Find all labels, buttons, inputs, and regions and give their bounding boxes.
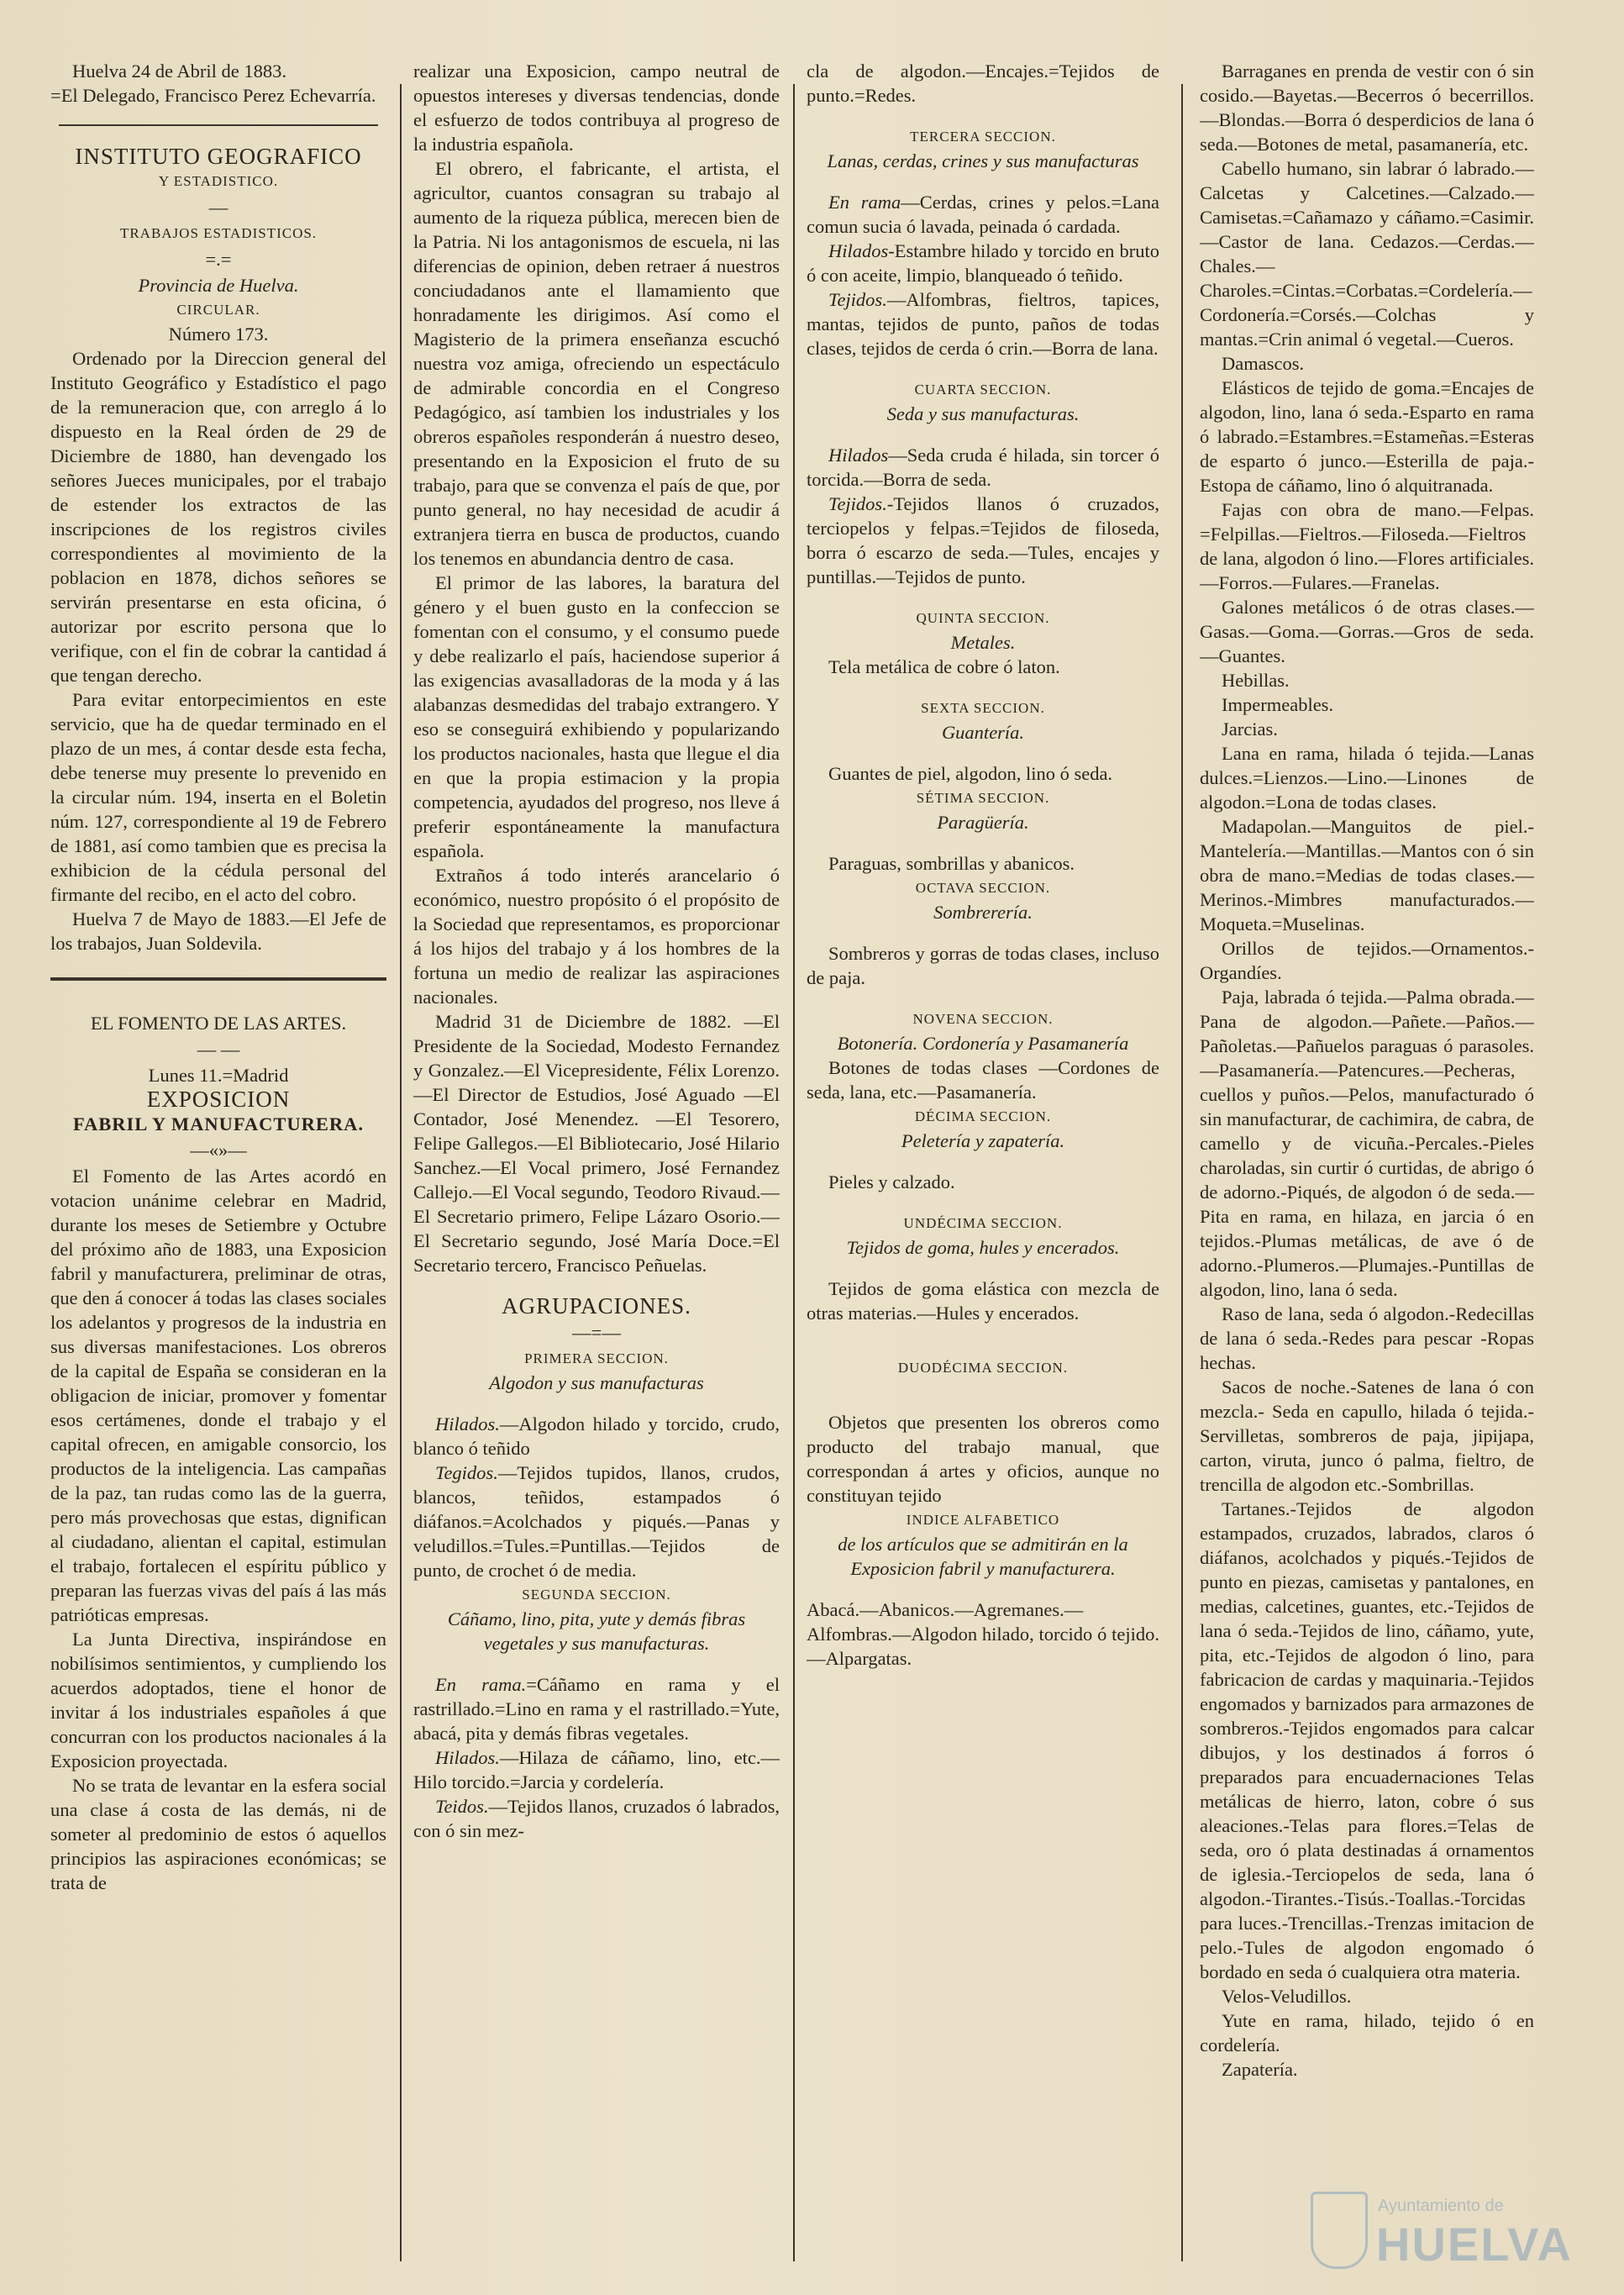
- spacer: [807, 1153, 1159, 1170]
- ornament: =.=: [205, 249, 232, 270]
- index-entry: Impermeables.: [1222, 694, 1334, 715]
- paragraph: cla de algodon.—Encajes.=Tejidos de punto.=Redes.: [807, 61, 1159, 106]
- circular-label: CIRCULAR.: [176, 302, 260, 318]
- section-subtitle: Peletería y zapatería.: [901, 1130, 1065, 1151]
- column-2: [413, 59, 780, 2287]
- item-term: Tejidos.: [828, 289, 887, 310]
- section-subtitle: Sombrerería.: [933, 902, 1033, 923]
- paragraph: No se trata de levantar en la esfera social una clase á costa de las demás, ni de someter al predominio de estos ó aquellos principios las aspiraciones económicas; se trata de: [50, 1775, 386, 1893]
- section-subtitle: Paragüería.: [937, 812, 1029, 833]
- section-title: DUODÉCIMA SECCION.: [897, 1360, 1069, 1376]
- section-title: NOVENA SECCION.: [912, 1011, 1054, 1027]
- list-item: [807, 443, 1159, 492]
- index-entry: Zapatería.: [1222, 2059, 1298, 2080]
- list-item: [807, 287, 1159, 361]
- index-entry: Sacos de noche.-Satenes de lana ó con mezcla.- Seda en capullo, hilada ó tejida.-Servilletas, sombreros de paja, jipijapa, carton, viruta, junco ó palma, fieltro, de trencilla de algodon etc.-Sombrillas.: [1200, 1376, 1534, 1495]
- spacer: [807, 1380, 1159, 1410]
- section-title: UNDÉCIMA SECCION.: [903, 1215, 1063, 1231]
- paragraph: El Fomento de las Artes acordó en votacion unánime celebrar en Madrid, durante los meses de Setiembre y Octubre del próximo año de 1883, una Exposicion fabril y manufacturera, preliminar de otras, que den á conocer á todas las clases sociales los adelantos y progresos de la industria en sus diversas manifestaciones. Los obreros de la capital de España se consideran en la obligacion de iniciar, promover y fomentar esos certámenes, donde el trabajo y el capital ofrecen, en amigable consorcio, los productos de la inteligencia. Las campañas de la paz, tan rudas como las de la guerra, pero más provechosas que estas, dignifican al ciudadano, alientan el capital, estimulan el trabajo, fortalecen el espíritu público y preparan las fuerzas vivas del país á las más patrióticas empresas.: [50, 1166, 386, 1625]
- section-subtitle: Seda y sus manufacturas.: [886, 403, 1080, 424]
- section-title: PRIMERA SECCION.: [524, 1350, 669, 1366]
- watermark-line2: HUELVA: [1376, 2218, 1573, 2271]
- item-text: —Seda cruda é hilada, sin torcer ó torcida.—Borra de seda.: [807, 445, 1159, 490]
- exposition-title: EXPOSICION: [146, 1087, 291, 1112]
- section-heading: TRABAJOS ESTADISTICOS.: [119, 225, 318, 241]
- ornament: —=—: [572, 1322, 621, 1343]
- index-entry: Lana en rama, hilada ó tejida.—Lanas dulces.=Lienzos.—Lino.—Linones de algodon.=Lona de todas clases.: [1200, 743, 1534, 813]
- spacer: [807, 173, 1159, 190]
- spacer: [413, 1395, 780, 1412]
- item-term: En rama: [828, 192, 901, 213]
- index-entry: Hebillas.: [1222, 670, 1290, 691]
- section-subtitle: Lanas, cerdas, crines y sus manufacturas: [827, 150, 1139, 171]
- paragraph: La Junta Directiva, inspirándose en nobilísimos sentimientos, y cumpliendo los acuerdos adoptados, tiene el honor de invitar á los industriales españoles á que concurran con los productos nacionales á la Exposicion proyectada.: [50, 1629, 386, 1771]
- crest-icon: [1311, 2192, 1368, 2269]
- paragraph: Sombreros y gorras de todas clases, incluso de paja.: [807, 943, 1159, 988]
- section-title: SEXTA SECCION.: [921, 700, 1045, 716]
- paragraph: Tejidos de goma elástica con mezcla de otras materias.—Hules y encerados.: [807, 1278, 1159, 1324]
- list-item: [807, 239, 1159, 287]
- spacer: [807, 426, 1159, 443]
- spacer: [807, 924, 1159, 941]
- spacer: [807, 745, 1159, 761]
- section-subtitle: Metales.: [950, 632, 1016, 653]
- list-item: [413, 1412, 780, 1461]
- list-item: [807, 190, 1159, 239]
- paragraph: Extraños á todo interés arancelario ó económico, nuestro propósito ó el propósito de la Sociedad que representamos, es proporcionar á los hijos del trabajo y á los hombres de la fortuna un medio de realizar las aspiraciones nacionales.: [413, 865, 780, 1008]
- spacer: [807, 108, 1159, 124]
- ornament: —: [208, 197, 229, 218]
- section-subtitle: Algodon y sus manufacturas: [489, 1372, 704, 1393]
- section-title: SEGUNDA SECCION.: [522, 1587, 671, 1603]
- index-entry: Barraganes en prenda de vestir con ó sin cosido.—Bayetas.—Becerros ó becerrillos.—Blondas.—Borra ó desperdicios de lana ó seda.—Botones de metal, pasamanería, etc.: [1200, 61, 1534, 155]
- section-title: QUINTA SECCION.: [916, 610, 1050, 626]
- section-subtitle: Guantería.: [941, 722, 1025, 743]
- item-term: Tegidos.: [435, 1462, 498, 1483]
- paragraph: Objetos que presenten los obreros como producto del trabajo manual, que correspondan á artes y oficios, aunque no constituyan tejido: [807, 1412, 1159, 1506]
- index-entry: Fajas con obra de mano.—Felpas. =Felpillas.—Fieltros.—Filoseda.—Fieltros de lana, algodon ó lino.—Flores artificiales.—Forros.—Fulares.—Franelas.: [1200, 499, 1534, 593]
- index-entry: Raso de lana, seda ó algodon.-Redecillas de lana ó seda.-Redes para pescar -Ropas hechas.: [1200, 1303, 1534, 1373]
- index-title: INDICE ALFABETICO: [906, 1512, 1060, 1528]
- circular-number: Número 173.: [168, 324, 269, 345]
- index-entry: Madapolan.—Manguitos de piel.-Mantelería.—Mantillas.—Mantos con ó sin obra de mano.=Medias de todas clases.—Merinos.-Mimbres manufacturados.—Moqueta.=Muselinas.: [1200, 816, 1534, 934]
- spacer: [807, 1260, 1159, 1276]
- province-heading: Provincia de Huelva.: [138, 275, 299, 296]
- paragraph: Madrid 31 de Diciembre de 1882. —El Presidente de la Sociedad, Modesto Fernandez y Gonzalez.—El Vicepresidente, Félix Lorenzo.—El Director de Estudios, José Aguado —El Contador, José Menendez. —El Tesorero, Felipe Gallegos.—El Bibliotecario, José Hilario Sanchez.—El Vocal primero, José Fernandez Callejo.—El Vocal segundo, Teodoro Rivaud.—El Secretario primero, Felipe Lázaro Osorio.—El Secretario segundo, José María Doce.=El Secretario tercero, Francisco Peñuelas.: [413, 1011, 780, 1276]
- item-term: Hilados: [828, 445, 889, 466]
- column-4: [1200, 59, 1534, 2287]
- spacer: [807, 1581, 1159, 1598]
- institute-subtitle: Y ESTADISTICO.: [158, 173, 279, 189]
- column-3: [807, 59, 1159, 2287]
- paragraph: realizar una Exposicion, campo neutral de opuestos intereses y diversas tendencias, donde el esfuerzo de todos contribuya al progreso de la industria española.: [413, 61, 780, 155]
- divider: [50, 977, 386, 981]
- spacer: [413, 1277, 780, 1294]
- index-entry: Jarcias.: [1222, 719, 1278, 740]
- item-text: —Alfombras, fieltros, tapices, mantas, tejidos de punto, paños de todas clases, tejidos de cerda ó crin.—Borra de lana.: [807, 289, 1159, 359]
- exposition-subtitle: FABRIL Y MANUFACTURERA.: [72, 1113, 365, 1134]
- list-item: [413, 1672, 780, 1745]
- closing-signature: =El Delegado, Francisco Perez Echevarría.: [50, 85, 376, 106]
- item-text: —Cerdas, crines y pelos.=Lana comun sucia ó lavada, peinada ó cardada.: [807, 192, 1159, 237]
- section-subtitle: Cáñamo, lino, pita, yute y demás fibras vegetales y sus manufacturas.: [447, 1608, 746, 1654]
- item-term: Hilados.: [435, 1413, 500, 1434]
- section-title: DÉCIMA SECCION.: [914, 1108, 1052, 1124]
- item-text: —Hilaza de cáñamo, lino, etc.—Hilo torcido.=Jarcia y cordelería.: [413, 1747, 780, 1792]
- section-title: CUARTA SECCION.: [914, 382, 1052, 397]
- paragraph: El obrero, el fabricante, el artista, el agricultor, cuantos consagran su trabajo al aumento de la riqueza pública, merecen bien de la Patria. Ni los antagonismos de escuela, ni las diferencias de opinion, deben retraer á nuestros conciudadanos ante el llamamiento que honradamente les dirigimos. Así como el Magisterio de la primera enseñanza escuchó nuestra voz amiga, ofreciendo un espectáculo de admirable concordia en el Congreso Pedagógico, así tambien los industriales y los obreros españoles responderán á nuestro deseo, presentando en la Exposicion el fruto de su trabajo, para que se convenza el país de que, por punto general, no hay necesidad de acudir á extranjera tierra en busca de productos, cuando los tenemos en abundancia dentro de casa.: [413, 158, 780, 569]
- paragraph: Pieles y calzado.: [828, 1171, 955, 1192]
- item-term: Tejidos.: [828, 493, 887, 514]
- index-entry: Tartanes.-Tejidos de algodon estampados, cruzados, labrados, claros ó diáfanos, acolchados y piqués.-Tejidos de punto en piezas, camisetas y pantalones, en medias, calcetines, guantes, etc.-Tejidos de lana ó seda.-Tejidos de lino, cáñamo, yute, pita, etc.-Tejidos de algodon ó lino, para fabricacion de cardas y maquinaria.-Tejidos engomados y barnizados para armazones de sombreros.-Tejidos engomados para calcar dibujos, y los destinados á forros ó preparados para encuadernaciones Telas metálicas de hierro, laton, cobre ó sus aleaciones.-Telas para flores.=Telas de seda, oro ó plata destinadas á ornamentos de iglesia.-Terciopelos de seda, lana ó algodon.-Tirantes.-Tisús.-Toallas.-Torcidas para luces.-Trencillas.-Trenzas imitacion de pelo.-Tules de algodon engomado ó bordado en seda ó cualquiera otra materia.: [1200, 1498, 1534, 1982]
- item-term: Teidos.: [435, 1796, 489, 1817]
- index-entry: Elásticos de tejido de goma.=Encajes de algodon, lino, lana ó seda.-Esparto en rama ó labrado.=Estambres.=Estameñas.=Esteras de esparto ó junco.—Esterilla de paja.-Estopa de cáñamo, lino ó alquitranada.: [1200, 377, 1534, 496]
- divider: [59, 124, 378, 126]
- spacer: [807, 1325, 1159, 1355]
- ornament: — —: [197, 1039, 240, 1060]
- index-subtitle: de los artículos que se admitirán en la Exposicion fabril y manufacturera.: [838, 1534, 1128, 1579]
- index-entry: Cabello humano, sin labrar ó labrado.—Calcetas y Calcetines.—Calzado.—Camisetas.=Cañamazo y cáñamo.=Casimir.—Castor de lana. Cedazos.—Cerdas.—Chales.—Charoles.=Cintas.=Corbatas.=Cordelería.—Cordonería.=Corsés.—Colchas y mantas.=Crin animal ó vegetal.—Cueros.: [1200, 158, 1534, 350]
- ornament: —«»—: [190, 1140, 247, 1161]
- item-term: En rama.: [435, 1674, 527, 1695]
- archive-watermark: [1311, 2185, 1573, 2277]
- paragraph: Huelva 7 de Mayo de 1883.—El Jefe de los trabajos, Juan Soldevila.: [50, 908, 386, 954]
- section-title: OCTAVA SECCION.: [915, 880, 1051, 896]
- paragraph: Para evitar entorpecimientos en este servicio, que ha de quedar terminado en el plazo de un mes, á contar desde esta fecha, debe tenerse muy presente lo prevenido en la circular núm. 194, inserta en el Boletin núm. 127, correspondiente al 19 de Febrero de 1881, así como tambien que es precisa la exhibicion de la cédula personal del firmante del recibo, en el acto del cobro.: [50, 689, 386, 905]
- item-text: —Tejidos llanos, cruzados ó labrados, con ó sin mez-: [413, 1796, 780, 1841]
- section-subtitle: Botonería. Cordonería y Pasamanería: [837, 1033, 1129, 1054]
- paragraph: Paraguas, sombrillas y abanicos.: [828, 853, 1075, 874]
- column-rule: [1181, 84, 1183, 2261]
- item-text: —Algodon hilado y torcido, crudo, blanco ó teñido: [413, 1413, 780, 1459]
- paragraph: Tela metálica de cobre ó laton.: [828, 656, 1060, 677]
- closing-line: Huelva 24 de Abril de 1883.: [72, 61, 286, 82]
- index-entry: Damascos.: [1222, 353, 1305, 374]
- spacer: [807, 589, 1159, 606]
- index-entry: Galones metálicos ó de otras clases.—Gasas.—Goma.—Gorras.—Gros de seda.—Guantes.: [1200, 597, 1534, 666]
- column-1: [50, 59, 386, 2287]
- groupings-heading: AGRUPACIONES.: [502, 1293, 691, 1319]
- index-entry: Orillos de tejidos.—Ornamentos.-Organdíes.: [1200, 938, 1534, 983]
- spacer: [807, 990, 1159, 1007]
- paragraph: Abacá.—Abanicos.—Agremanes.—Alfombras.—Algodon hilado, torcido ó tejido.—Alpargatas.: [807, 1599, 1159, 1669]
- list-item: [413, 1794, 780, 1843]
- section-title: SÉTIMA SECCION.: [916, 790, 1050, 806]
- item-text: —Tejidos tupidos, llanos, crudos, blancos, teñidos, estampados ó diáfanos.=Acolchados y piqués.—Panas y veludillos.=Tules.=Puntillas.—Tejidos de punto, de crochet ó de media.: [413, 1462, 780, 1581]
- paragraph: Guantes de piel, algodon, lino ó seda.: [828, 763, 1113, 784]
- paragraph: Ordenado por la Direccion general del Instituto Geográfico y Estadístico el pago de la remuneracion que, con arreglo á lo dispuesto en la Real órden de 29 de Diciembre de 1880, han devengado los señores Jueces municipales, por el trabajo de estender los extractos de las inscripciones de los registros civiles correspondientes al movimiento de la poblacion en 1878, dichos señores se servirán presentarse en esta oficina, ó autorizar por escrito persona que lo verifique, con el fin de cobrar la cantidad á que tengan derecho.: [50, 348, 386, 686]
- list-item: [413, 1745, 780, 1794]
- column-rule: [793, 84, 795, 2261]
- spacer: [807, 1194, 1159, 1211]
- spacer: [807, 834, 1159, 851]
- list-item: [413, 1461, 780, 1582]
- spacer: [807, 361, 1159, 377]
- paragraph: Botones de todas clases —Cordones de seda, lana, etc.—Pasamanería.: [807, 1057, 1159, 1103]
- institute-title: INSTITUTO GEOGRAFICO: [75, 144, 362, 169]
- fomento-heading: EL FOMENTO DE LAS ARTES.: [90, 1013, 347, 1034]
- spacer: [413, 1655, 780, 1672]
- item-term: Hilados.: [435, 1747, 500, 1768]
- column-rule: [400, 84, 402, 2261]
- section-subtitle: Tejidos de goma, hules y encerados.: [846, 1237, 1120, 1258]
- item-text: =Cáñamo en rama y el rastrillado.=Lino en rama y el rastrillado.=Yute, abacá, pita y demás fibras vegetales.: [413, 1674, 780, 1744]
- item-text: -Estambre hilado y torcido en bruto ó con aceite, limpio, blanqueado ó teñido.: [807, 240, 1159, 286]
- dateline: Lunes 11.=Madrid: [148, 1065, 289, 1086]
- watermark-line1: Ayuntamiento de: [1378, 2197, 1504, 2215]
- spacer: [807, 679, 1159, 696]
- index-entry: Paja, labrada ó tejida.—Palma obrada.—Pana de algodon.—Pañete.—Paños.—Pañoletas.—Pañuelos paraguas ó parasoles.—Pasamanería.—Patencures.—Pecheras, cuellos y puños.—Pelos, manufacturado ó sin manufacturar, de cachimira, de cabra, de camello y de vicuña.-Percales.-Pieles charoladas, sin curtir ó curtidas, de abrigo ó de adorno.-Piqués, de algodon ó de seda.—Pita en rama, en hilaza, en jarcia ó en tejidos.-Plumas metálicas, de ave ó de adorno.-Plumeros.—Plumajes.-Puntillas de algodon, lino, lana ó seda.: [1200, 987, 1534, 1300]
- index-entry: Velos-Veludillos.: [1222, 1986, 1352, 2007]
- item-text: -Tejidos llanos ó cruzados, terciopelos y felpas.=Tejidos de filoseda, borra ó escarzo de seda.—Tules, encajes y puntillas.—Tejidos de punto.: [807, 493, 1159, 587]
- section-title: TERCERA SECCION.: [910, 129, 1056, 145]
- list-item: [807, 492, 1159, 589]
- item-term: Hilados: [828, 240, 889, 261]
- index-entry: Yute en rama, hilado, tejido ó en cordelería.: [1200, 2010, 1534, 2055]
- paragraph: El primor de las labores, la baratura del género y el buen gusto en la confeccion se fomentan con el consumo, y el consumo puede y debe realizarlo el país, haciendose superior á las exigencias avasalladoras de la moda y á las alabanzas desmedidas del trabajo extrangero. Y eso se conseguirá exhibiendo y popularizando los productos nacionales, hasta que llegue el dia en que la propia estimacion y la propia competencia, ayudados del progreso, nos lleve á preferir espontáneamente la manufactura española.: [413, 572, 780, 861]
